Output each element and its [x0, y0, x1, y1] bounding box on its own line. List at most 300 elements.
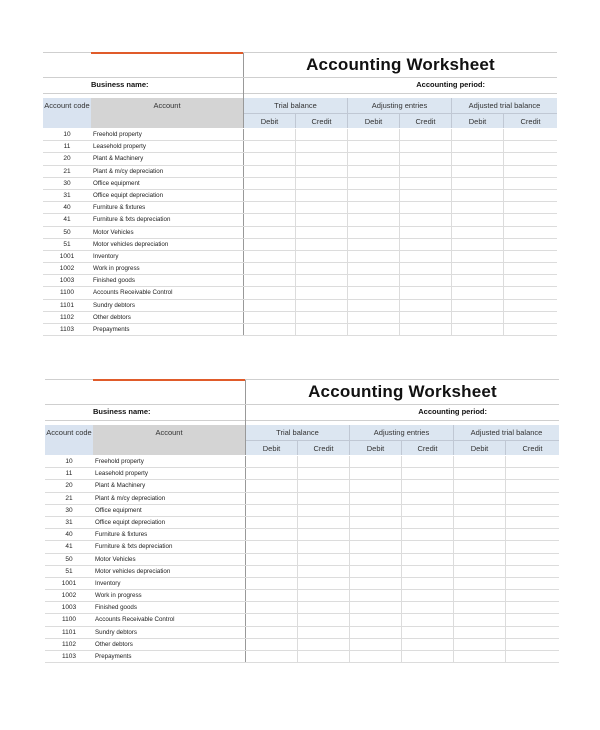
- amount-cell[interactable]: [454, 480, 506, 491]
- account-name: Accounts Receivable Control: [91, 287, 244, 298]
- amount-cell[interactable]: [402, 566, 454, 577]
- amount-cell[interactable]: [244, 166, 296, 177]
- account-name: Inventory: [93, 578, 246, 589]
- account-code: 31: [65, 518, 73, 526]
- amount-cell[interactable]: [402, 456, 454, 467]
- accounting-period-label: Accounting period:: [418, 407, 487, 416]
- amount-cell[interactable]: [296, 141, 348, 152]
- amount-cell[interactable]: [244, 300, 296, 311]
- amount-cell[interactable]: [296, 263, 348, 274]
- amount-cell[interactable]: [504, 178, 557, 189]
- amount-cell[interactable]: [348, 239, 400, 250]
- amount-cell[interactable]: [400, 129, 452, 140]
- account-code: 1002: [61, 592, 77, 600]
- amount-cell[interactable]: [506, 456, 559, 467]
- amount-cell[interactable]: [452, 153, 504, 164]
- amount-cell[interactable]: [452, 214, 504, 225]
- account-name: Plant & m/cy depreciation: [91, 166, 244, 177]
- amount-cell[interactable]: [506, 480, 559, 491]
- subheader-account-blank: [93, 440, 246, 455]
- amount-cell[interactable]: [348, 275, 400, 286]
- account-code: 40: [63, 204, 71, 212]
- amount-cell[interactable]: [506, 639, 559, 650]
- amount-cell[interactable]: [454, 529, 506, 540]
- amount-cell[interactable]: [348, 312, 400, 323]
- amount-cell[interactable]: [348, 300, 400, 311]
- amount-cell[interactable]: [298, 566, 350, 577]
- amount-cell[interactable]: [244, 227, 296, 238]
- column-subheader: Credit: [298, 440, 350, 455]
- amount-cell[interactable]: [452, 190, 504, 201]
- table-row: [43, 251, 557, 263]
- amount-cell[interactable]: [452, 287, 504, 298]
- account-name: Office equipt depreciation: [91, 190, 244, 201]
- amount-cell[interactable]: [400, 300, 452, 311]
- amount-cell[interactable]: [402, 493, 454, 504]
- amount-cell[interactable]: [506, 541, 559, 552]
- table-row: [45, 554, 559, 566]
- account-code: 1003: [61, 604, 77, 612]
- amount-cell[interactable]: [244, 275, 296, 286]
- amount-cell[interactable]: [348, 214, 400, 225]
- amount-cell[interactable]: [400, 239, 452, 250]
- amount-cell[interactable]: [506, 505, 559, 516]
- amount-cell[interactable]: [402, 651, 454, 662]
- amount-cell[interactable]: [350, 627, 402, 638]
- amount-cell[interactable]: [454, 602, 506, 613]
- amount-cell[interactable]: [246, 602, 298, 613]
- account-name: Plant & m/cy depreciation: [93, 493, 246, 504]
- amount-cell[interactable]: [348, 324, 400, 335]
- amount-cell[interactable]: [506, 651, 559, 662]
- account-code: 1002: [59, 265, 75, 273]
- amount-cell[interactable]: [296, 251, 348, 262]
- amount-cell[interactable]: [298, 529, 350, 540]
- column-header-account: Account: [91, 98, 244, 113]
- amount-cell[interactable]: [400, 275, 452, 286]
- table-row: [45, 493, 559, 505]
- account-name: Furniture & fxts depreciation: [91, 214, 244, 225]
- amount-cell[interactable]: [244, 190, 296, 201]
- amount-cell[interactable]: [296, 202, 348, 213]
- amount-cell[interactable]: [350, 456, 402, 467]
- amount-cell[interactable]: [350, 529, 402, 540]
- subheader-row: [43, 113, 557, 128]
- account-name: Leasehold property: [93, 468, 246, 479]
- amount-cell[interactable]: [402, 541, 454, 552]
- table-row: [45, 456, 559, 468]
- amount-cell[interactable]: [298, 517, 350, 528]
- account-code: 1102: [60, 313, 74, 321]
- amount-cell[interactable]: [246, 627, 298, 638]
- amount-cell[interactable]: [350, 480, 402, 491]
- amount-cell[interactable]: [400, 178, 452, 189]
- column-subheader: Debit: [454, 440, 506, 455]
- business-name-label: Business name:: [43, 78, 244, 93]
- amount-cell[interactable]: [452, 263, 504, 274]
- amount-cell[interactable]: [244, 214, 296, 225]
- column-group-header: Adjusted trial balance: [452, 98, 557, 113]
- account-name: Motor vehicles depreciation: [91, 239, 244, 250]
- amount-cell[interactable]: [504, 300, 557, 311]
- account-code: 11: [65, 470, 73, 478]
- amount-cell[interactable]: [244, 287, 296, 298]
- amount-cell[interactable]: [504, 153, 557, 164]
- table-row: [45, 541, 559, 553]
- amount-cell[interactable]: [504, 141, 557, 152]
- amount-cell[interactable]: [454, 614, 506, 625]
- account-code: 30: [65, 506, 73, 514]
- amount-cell[interactable]: [246, 517, 298, 528]
- amount-cell[interactable]: [296, 214, 348, 225]
- account-name: Freehold property: [93, 456, 246, 467]
- account-code: 1001: [61, 579, 77, 587]
- amount-cell[interactable]: [244, 141, 296, 152]
- account-name: Sundry debtors: [91, 300, 244, 311]
- amount-cell[interactable]: [350, 602, 402, 613]
- amount-cell[interactable]: [452, 129, 504, 140]
- amount-cell[interactable]: [400, 141, 452, 152]
- amount-cell[interactable]: [296, 178, 348, 189]
- amount-cell[interactable]: [246, 590, 298, 601]
- amount-cell[interactable]: [246, 505, 298, 516]
- amount-cell[interactable]: [454, 590, 506, 601]
- amount-cell[interactable]: [298, 639, 350, 650]
- amount-cell[interactable]: [246, 639, 298, 650]
- amount-cell[interactable]: [454, 566, 506, 577]
- amount-cell[interactable]: [348, 190, 400, 201]
- amount-cell[interactable]: [298, 541, 350, 552]
- amount-cell[interactable]: [454, 468, 506, 479]
- amount-cell[interactable]: [298, 651, 350, 662]
- account-code: 11: [63, 143, 71, 151]
- table-row: [45, 614, 559, 626]
- account-code: 51: [63, 240, 71, 248]
- amount-cell[interactable]: [246, 578, 298, 589]
- amount-cell[interactable]: [298, 578, 350, 589]
- account-name: Office equipment: [93, 505, 246, 516]
- amount-cell[interactable]: [350, 614, 402, 625]
- amount-cell[interactable]: [506, 566, 559, 577]
- amount-cell[interactable]: [454, 541, 506, 552]
- amount-cell[interactable]: [504, 312, 557, 323]
- table-row: [43, 202, 557, 214]
- table-body: [45, 456, 559, 663]
- amount-cell[interactable]: [400, 214, 452, 225]
- amount-cell[interactable]: [452, 166, 504, 177]
- amount-cell[interactable]: [246, 529, 298, 540]
- amount-cell[interactable]: [298, 505, 350, 516]
- table-row: [45, 468, 559, 480]
- amount-cell[interactable]: [246, 480, 298, 491]
- amount-cell[interactable]: [246, 468, 298, 479]
- amount-cell[interactable]: [246, 554, 298, 565]
- column-group-header: Trial balance: [244, 98, 348, 113]
- amount-cell[interactable]: [298, 480, 350, 491]
- title-row: [45, 380, 559, 404]
- amount-cell[interactable]: [350, 566, 402, 577]
- account-name: Furniture & fxts depreciation: [93, 541, 246, 552]
- amount-cell[interactable]: [350, 578, 402, 589]
- amount-cell[interactable]: [504, 166, 557, 177]
- amount-cell[interactable]: [452, 324, 504, 335]
- amount-cell[interactable]: [504, 214, 557, 225]
- amount-cell[interactable]: [298, 602, 350, 613]
- amount-cell[interactable]: [452, 178, 504, 189]
- amount-cell[interactable]: [246, 541, 298, 552]
- amount-cell[interactable]: [296, 190, 348, 201]
- amount-cell[interactable]: [348, 141, 400, 152]
- amount-cell[interactable]: [296, 312, 348, 323]
- column-subheader: Credit: [506, 440, 559, 455]
- amount-cell[interactable]: [452, 239, 504, 250]
- worksheet-title: Accounting Worksheet: [308, 382, 497, 401]
- amount-cell[interactable]: [504, 275, 557, 286]
- table-row: [43, 227, 557, 239]
- amount-cell[interactable]: [452, 202, 504, 213]
- amount-cell[interactable]: [454, 493, 506, 504]
- amount-cell[interactable]: [504, 263, 557, 274]
- amount-cell[interactable]: [298, 590, 350, 601]
- amount-cell[interactable]: [402, 505, 454, 516]
- account-code: 51: [65, 567, 73, 575]
- amount-cell[interactable]: [454, 651, 506, 662]
- table-body: [43, 129, 557, 336]
- amount-cell[interactable]: [454, 456, 506, 467]
- amount-cell[interactable]: [506, 517, 559, 528]
- account-code: 50: [65, 555, 73, 563]
- subheader-account-blank: [91, 113, 244, 128]
- amount-cell[interactable]: [296, 153, 348, 164]
- amount-cell[interactable]: [504, 324, 557, 335]
- amount-cell[interactable]: [454, 627, 506, 638]
- amount-cell[interactable]: [244, 251, 296, 262]
- amount-cell[interactable]: [400, 324, 452, 335]
- amount-cell[interactable]: [350, 590, 402, 601]
- amount-cell[interactable]: [506, 468, 559, 479]
- title-left-cell: [43, 53, 244, 77]
- amount-cell[interactable]: [452, 227, 504, 238]
- amount-cell[interactable]: [454, 639, 506, 650]
- column-group-header: Adjusting entries: [348, 98, 452, 113]
- column-subheader: Credit: [402, 440, 454, 455]
- account-code: 1103: [60, 326, 74, 333]
- amount-cell[interactable]: [348, 129, 400, 140]
- amount-cell[interactable]: [244, 312, 296, 323]
- amount-cell[interactable]: [400, 202, 452, 213]
- table-row: [45, 505, 559, 517]
- header-row: [43, 98, 557, 113]
- column-subheader: Debit: [348, 113, 400, 128]
- account-name: Accounts Receivable Control: [93, 614, 246, 625]
- table-row: [43, 141, 557, 153]
- amount-cell[interactable]: [506, 493, 559, 504]
- amount-cell[interactable]: [504, 239, 557, 250]
- amount-cell[interactable]: [506, 590, 559, 601]
- account-code: 41: [65, 543, 73, 551]
- table-row: [45, 517, 559, 529]
- amount-cell[interactable]: [400, 190, 452, 201]
- column-subheader: Credit: [400, 113, 452, 128]
- amount-cell[interactable]: [402, 590, 454, 601]
- amount-cell[interactable]: [350, 517, 402, 528]
- account-name: Other debtors: [91, 312, 244, 323]
- account-name: Finished goods: [93, 602, 246, 613]
- amount-cell[interactable]: [348, 263, 400, 274]
- amount-cell[interactable]: [452, 141, 504, 152]
- amount-cell[interactable]: [400, 251, 452, 262]
- account-name: Prepayments: [93, 651, 246, 662]
- amount-cell[interactable]: [244, 202, 296, 213]
- amount-cell[interactable]: [298, 456, 350, 467]
- amount-cell[interactable]: [504, 287, 557, 298]
- amount-cell[interactable]: [504, 129, 557, 140]
- amount-cell[interactable]: [452, 300, 504, 311]
- amount-cell[interactable]: [504, 251, 557, 262]
- amount-cell[interactable]: [454, 505, 506, 516]
- amount-cell[interactable]: [298, 468, 350, 479]
- amount-cell[interactable]: [246, 493, 298, 504]
- amount-cell[interactable]: [506, 578, 559, 589]
- column-group-header: Trial balance: [246, 425, 350, 440]
- table-row: [43, 190, 557, 202]
- table-row: [43, 166, 557, 178]
- account-name: Leasehold property: [91, 141, 244, 152]
- title-row: [43, 53, 557, 77]
- amount-cell[interactable]: [452, 275, 504, 286]
- amount-cell[interactable]: [402, 639, 454, 650]
- amount-cell[interactable]: [402, 578, 454, 589]
- amount-cell[interactable]: [504, 227, 557, 238]
- amount-cell[interactable]: [400, 263, 452, 274]
- amount-cell[interactable]: [296, 227, 348, 238]
- amount-cell[interactable]: [350, 468, 402, 479]
- amount-cell[interactable]: [402, 517, 454, 528]
- amount-cell[interactable]: [350, 493, 402, 504]
- amount-cell[interactable]: [244, 263, 296, 274]
- amount-cell[interactable]: [296, 324, 348, 335]
- column-subheader: Credit: [504, 113, 557, 128]
- amount-cell[interactable]: [296, 129, 348, 140]
- amount-cell[interactable]: [244, 178, 296, 189]
- column-header-account: Account: [93, 425, 246, 440]
- amount-cell[interactable]: [348, 153, 400, 164]
- amount-cell[interactable]: [506, 614, 559, 625]
- amount-cell[interactable]: [244, 239, 296, 250]
- header-row: [45, 425, 559, 440]
- amount-cell[interactable]: [350, 505, 402, 516]
- table-row: [43, 263, 557, 275]
- amount-cell[interactable]: [348, 166, 400, 177]
- column-group-header: Adjusting entries: [350, 425, 454, 440]
- amount-cell[interactable]: [400, 287, 452, 298]
- amount-cell[interactable]: [400, 153, 452, 164]
- amount-cell[interactable]: [298, 554, 350, 565]
- amount-cell[interactable]: [350, 541, 402, 552]
- amount-cell[interactable]: [296, 239, 348, 250]
- account-code: 1101: [62, 628, 76, 636]
- amount-cell[interactable]: [350, 554, 402, 565]
- amount-cell[interactable]: [506, 602, 559, 613]
- table-row: [43, 275, 557, 287]
- amount-cell[interactable]: [452, 312, 504, 323]
- column-group-header: Adjusted trial balance: [454, 425, 559, 440]
- table-row: [45, 590, 559, 602]
- amount-cell[interactable]: [506, 627, 559, 638]
- amount-cell[interactable]: [504, 190, 557, 201]
- table-row: [45, 651, 559, 663]
- amount-cell[interactable]: [244, 129, 296, 140]
- amount-cell[interactable]: [298, 493, 350, 504]
- table-row: [43, 300, 557, 312]
- amount-cell[interactable]: [296, 287, 348, 298]
- amount-cell[interactable]: [454, 554, 506, 565]
- worksheet-bottom: [45, 379, 559, 662]
- amount-cell[interactable]: [296, 166, 348, 177]
- info-row: [45, 404, 559, 421]
- table-row: [43, 129, 557, 141]
- amount-cell[interactable]: [246, 614, 298, 625]
- amount-cell[interactable]: [298, 627, 350, 638]
- amount-cell[interactable]: [298, 614, 350, 625]
- amount-cell[interactable]: [246, 456, 298, 467]
- amount-cell[interactable]: [402, 554, 454, 565]
- amount-cell[interactable]: [296, 275, 348, 286]
- worksheet-title: Accounting Worksheet: [306, 55, 495, 74]
- worksheet-top: [43, 52, 557, 335]
- amount-cell[interactable]: [400, 166, 452, 177]
- column-subheader: Credit: [296, 113, 348, 128]
- table-row: [43, 153, 557, 165]
- account-code: 30: [63, 179, 71, 187]
- column-subheader: Debit: [246, 440, 298, 455]
- amount-cell[interactable]: [350, 651, 402, 662]
- amount-cell[interactable]: [402, 480, 454, 491]
- account-name: Furniture & fixtures: [91, 202, 244, 213]
- amount-cell[interactable]: [452, 251, 504, 262]
- amount-cell[interactable]: [350, 639, 402, 650]
- amount-cell[interactable]: [402, 614, 454, 625]
- amount-cell[interactable]: [506, 554, 559, 565]
- amount-cell[interactable]: [348, 227, 400, 238]
- amount-cell[interactable]: [402, 529, 454, 540]
- amount-cell[interactable]: [348, 287, 400, 298]
- amount-cell[interactable]: [454, 578, 506, 589]
- amount-cell[interactable]: [402, 468, 454, 479]
- account-code: 1001: [59, 252, 75, 260]
- amount-cell[interactable]: [400, 312, 452, 323]
- table-row: [43, 214, 557, 226]
- subheader-row: [45, 440, 559, 455]
- account-code: 1100: [60, 289, 74, 297]
- amount-cell[interactable]: [504, 202, 557, 213]
- amount-cell[interactable]: [348, 251, 400, 262]
- amount-cell[interactable]: [244, 324, 296, 335]
- amount-cell[interactable]: [454, 517, 506, 528]
- amount-cell[interactable]: [402, 627, 454, 638]
- account-code: 20: [63, 155, 71, 163]
- amount-cell[interactable]: [348, 202, 400, 213]
- amount-cell[interactable]: [402, 602, 454, 613]
- amount-cell[interactable]: [506, 529, 559, 540]
- amount-cell[interactable]: [244, 153, 296, 164]
- amount-cell[interactable]: [246, 651, 298, 662]
- table-row: [43, 287, 557, 299]
- amount-cell[interactable]: [348, 178, 400, 189]
- amount-cell[interactable]: [296, 300, 348, 311]
- amount-cell[interactable]: [400, 227, 452, 238]
- amount-cell[interactable]: [246, 566, 298, 577]
